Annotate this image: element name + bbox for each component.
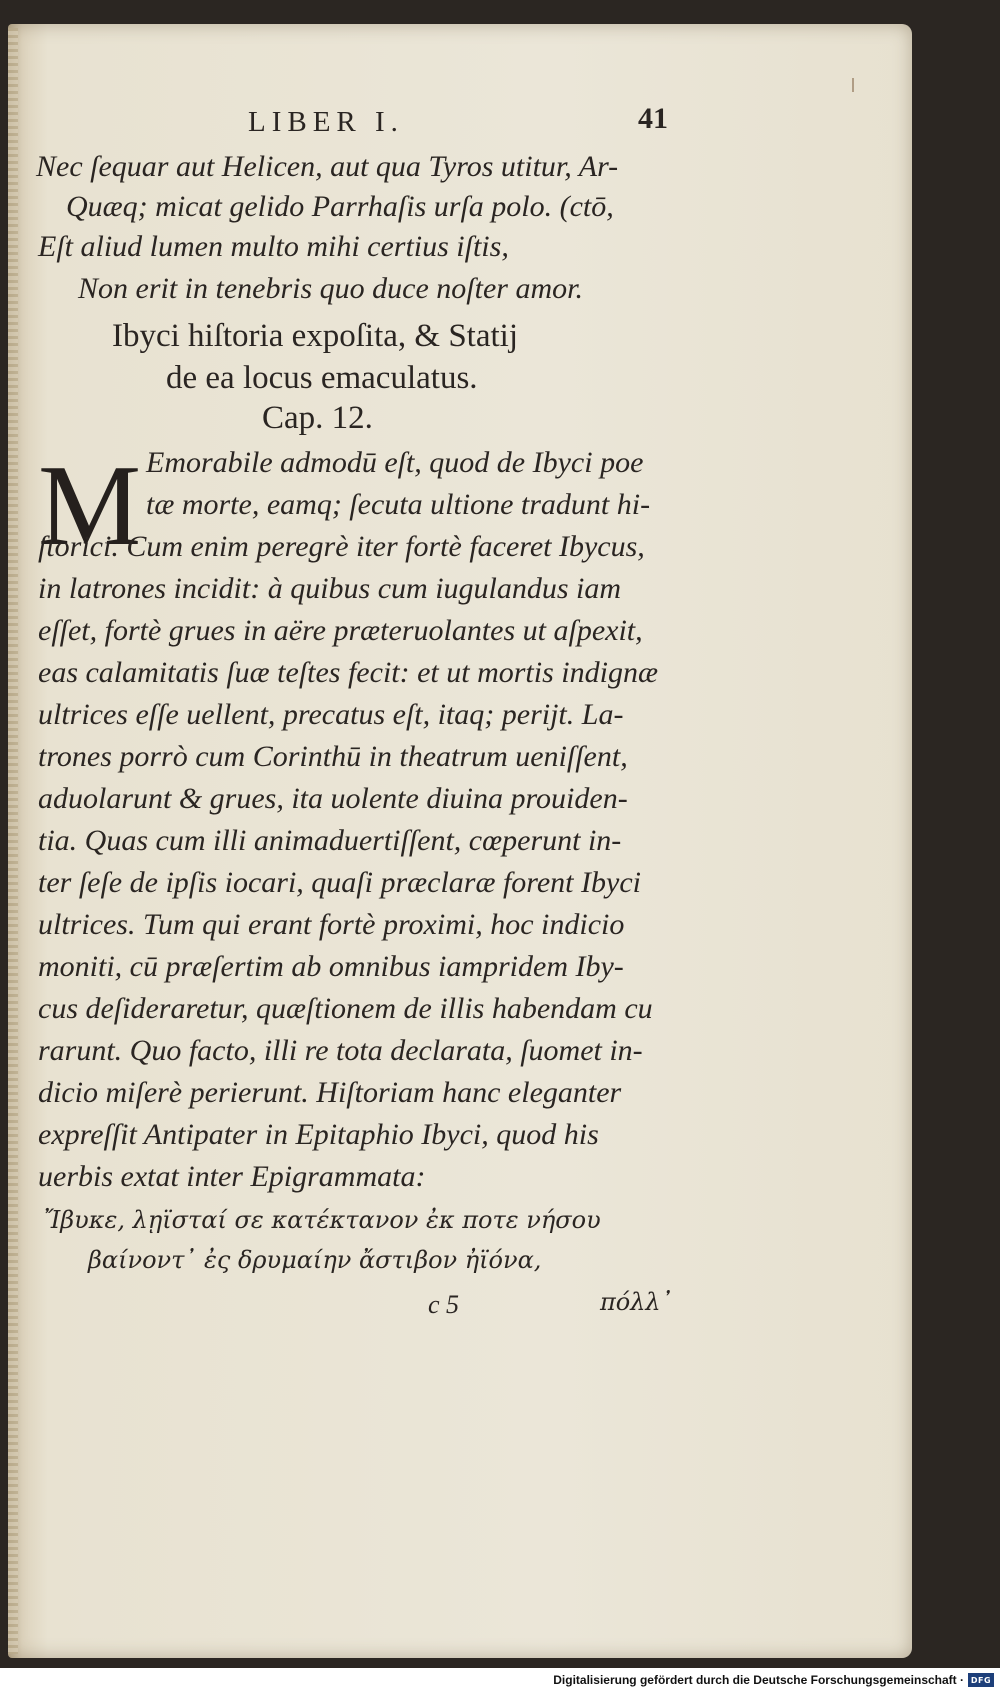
body-line: eſſet, fortè grues in aëre præteruolantes ut aſpexit, <box>38 614 643 647</box>
chapter-heading-line: Ibyci hiſtoria expoſita, & Statij <box>112 318 519 354</box>
page-number: 41 <box>638 102 668 135</box>
verse-line: Nec ſequar aut Helicen, aut qua Tyros utitur, Ar- <box>36 150 619 183</box>
body-line: trones porrò cum Corinthū in theatrum ueniſſent, <box>38 740 628 773</box>
body-line: tæ morte, eamq; ſecuta ultione tradunt hi- <box>146 488 651 521</box>
body-line: cus deſideraretur, quæſtionem de illis habendam cu <box>38 992 653 1025</box>
running-head-title: LIBER I. <box>248 106 404 138</box>
greek-verse-line: Ἴβυκε, λῃϊσταί σε κατέκτανον ἐκ ποτε νήσου <box>44 1206 601 1234</box>
footer-credit: Digitalisierung gefördert durch die Deutsche Forschungsgemeinschaft · <box>553 1673 964 1687</box>
body-line: ſtorici. Cum enim peregrè iter fortè faceret Ibycus, <box>38 530 645 563</box>
running-head <box>248 102 668 146</box>
chapter-heading-line: de ea locus emaculatus. <box>166 360 478 396</box>
paper-mark <box>852 78 854 92</box>
body-line: in latrones incidit: à quibus cum iugulandus iam <box>38 572 622 605</box>
page-gutter-edge <box>8 28 18 1654</box>
body-line: ter ſeſe de ipſis iocari, quaſi præclaræ forent Ibyci <box>38 866 641 899</box>
verse-line: Quæq; micat gelido Parrhaſis urſa polo. (ctō, <box>66 190 614 223</box>
body-line: Emorabile admodū eſt, quod de Ibyci poe <box>146 446 644 479</box>
body-line: moniti, cū præſertim ab omnibus iampridem Iby- <box>38 950 624 983</box>
body-line: uerbis extat inter Epigrammata: <box>38 1160 426 1193</box>
body-line: aduolarunt & grues, ita uolente diuina prouiden- <box>38 782 628 815</box>
drop-cap: M <box>38 442 142 570</box>
verse-line: Eſt aliud lumen multo mihi certius iſtis, <box>38 230 509 263</box>
body-line: tia. Quas cum illi animaduertiſſent, cœperunt in- <box>38 824 622 857</box>
body-line: dicio miſerè perierunt. Hiſtoriam hanc eleganter <box>38 1076 622 1109</box>
dfg-logo-icon: DFG <box>968 1673 994 1687</box>
signature-mark: c 5 <box>428 1290 460 1319</box>
verse-line: Non erit in tenebris quo duce noſter amor. <box>78 272 583 305</box>
body-line: eas calamitatis ſuæ teſtes fecit: et ut mortis indignæ <box>38 656 658 689</box>
body-line: rarunt. Quo facto, illi re tota declarata, ſuomet in- <box>38 1034 643 1067</box>
body-line: ultrices. Tum qui erant fortè proximi, hoc indicio <box>38 908 625 941</box>
chapter-number: Cap. 12. <box>262 400 373 436</box>
catchword: πόλλ᾽ <box>600 1288 673 1316</box>
body-line: ultrices eſſe uellent, precatus eſt, itaq; perijt. La- <box>38 698 624 731</box>
greek-verse-line: βαίνοντ᾽ ἐς δρυμαίην ἄστιβον ἠϊόνα, <box>88 1246 542 1274</box>
body-line: expreſſit Antipater in Epitaphio Ibyci, quod his <box>38 1118 599 1151</box>
footer-bar <box>0 1668 1000 1694</box>
